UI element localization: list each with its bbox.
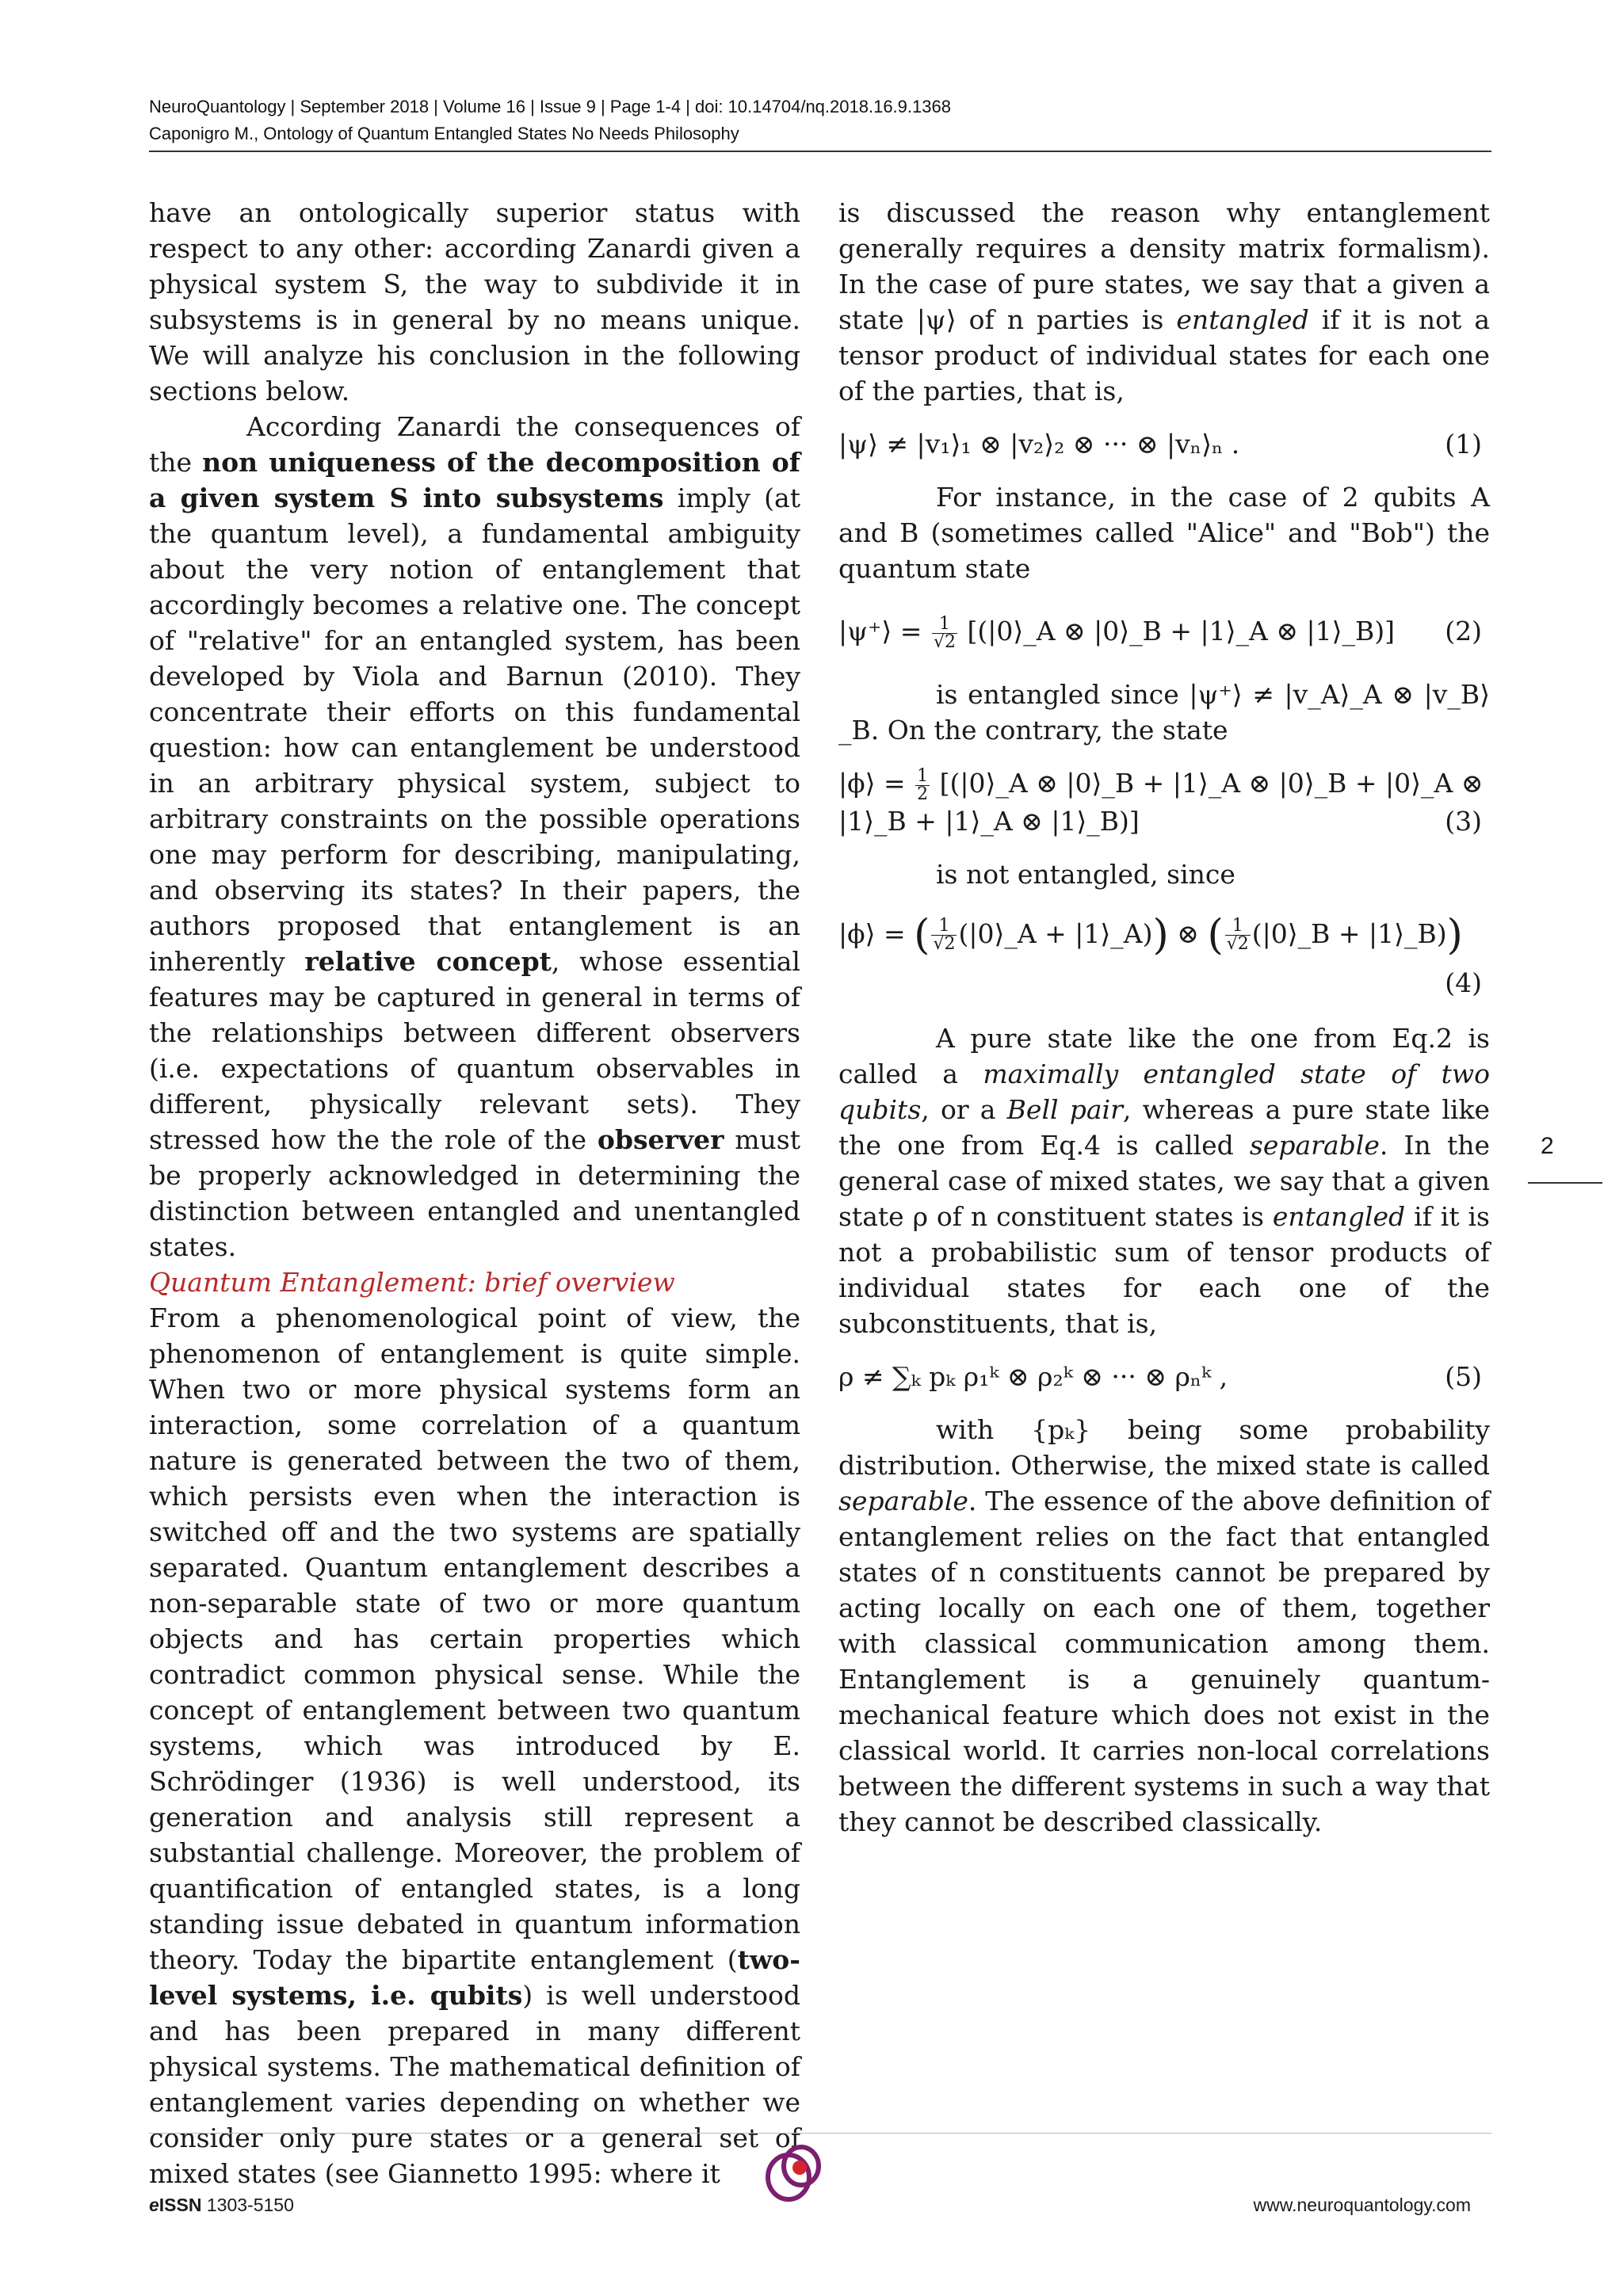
- italic-text: separable: [838, 1485, 968, 1516]
- left-paren: (: [914, 911, 930, 959]
- equation-body: |ψ⟩ ≠ |v₁⟩₁ ⊗ |v₂⟩₂ ⊗ ··· ⊗ |vₙ⟩ₙ .: [838, 429, 1240, 460]
- text-run: if it is not a probabilistic sum of tensor products of individual states for each one of the subconstituents, that is,: [838, 1200, 1490, 1339]
- right-paren: ): [1152, 911, 1169, 959]
- author-title-line: Caponigro M., Ontology of Quantum Entangled States No Needs Philosophy: [149, 124, 739, 143]
- text-run: , or a: [921, 1093, 1007, 1125]
- paragraph: [838, 195, 1490, 409]
- eissn-value: 1303-5150: [201, 2195, 294, 2215]
- equation-number: (1): [1445, 429, 1482, 460]
- text-run: is discussed the reason why entanglement generally requires a density matrix formalism). In the case of pure states, we say that a given a state |ψ⟩ of n parties is: [838, 197, 1490, 335]
- paragraph: have an ontologically superior status with respect to any other: according Zanardi given a physical system S, the way to subdivide it in subsystems is in general by no means unique. We will analyze his conclusion in the following sections below.: [149, 197, 800, 406]
- page-number: 2: [1541, 1133, 1554, 1159]
- numerator: 1: [917, 765, 929, 786]
- paragraph: [838, 1412, 1490, 1840]
- equation-1: [838, 426, 1490, 462]
- running-header: [149, 93, 1491, 147]
- left-paren: (: [1207, 911, 1224, 959]
- denominator: √2: [933, 631, 956, 652]
- text-run: . In the general case of mixed states, we say that a given state ρ of n constituent states is: [838, 1129, 1490, 1232]
- equation-number: (3): [1445, 805, 1482, 837]
- fraction: [931, 917, 957, 953]
- equation-2: [838, 604, 1490, 659]
- paragraph: [149, 409, 800, 1264]
- equation-lhs: |ψ⁺⟩ =: [838, 616, 922, 646]
- eissn-e: e: [149, 2195, 159, 2215]
- footer-rule: [149, 2133, 1491, 2134]
- denominator: √2: [1226, 934, 1249, 954]
- text-run: . The essence of the above definition of entanglement relies on the fact that entangled states of n constituents cannot be prepared by acting locally on each one of them, together with classical communication among them. Entanglement is a genuinely quantum-mechanical feature which does not exist in the classical world. It carries non-local correlations between the different systems in such a way that they cannot be described classically.: [838, 1485, 1490, 1837]
- equation-factor-b: (|0⟩_B + |1⟩_B): [1251, 917, 1447, 949]
- section-title: Quantum Entanglement: brief overview: [149, 1267, 675, 1298]
- text-run: A pure state like the one from Eq.2 is called a: [838, 1022, 1490, 1089]
- italic-text: entangled: [1176, 304, 1309, 335]
- eissn-label: ISSN: [158, 2195, 202, 2215]
- fraction: [1225, 917, 1251, 953]
- equation-number: (4): [1445, 967, 1482, 998]
- text-run: with {pₖ} being some probability distribution. Otherwise, the mixed state is called: [838, 1413, 1490, 1481]
- equation-number: (2): [1445, 616, 1482, 646]
- left-column: [149, 195, 800, 2191]
- numerator: 1: [931, 917, 957, 936]
- equation-3: [838, 765, 1490, 839]
- eissn: [149, 2195, 294, 2216]
- bold-text: observer: [597, 1124, 724, 1155]
- paragraph: For instance, in the case of 2 qubits A and B (sometimes called "Alice" and "Bob") the quantum state: [838, 482, 1490, 584]
- text-run: , whereas a pure state like the one from Eq.4 is called: [838, 1093, 1490, 1161]
- denominator: √2: [933, 934, 956, 954]
- text-run: , whose essential features may be captured in general in terms of the relationships between different observers (i.e. expectations of quantum observables in different, physically relevant sets). They stressed how the the role of the: [149, 946, 800, 1155]
- page-number-rule: [1528, 1182, 1602, 1184]
- text-run: According Zanardi the consequences of the: [149, 411, 800, 478]
- header-rule: [149, 151, 1491, 152]
- equation-5: [838, 1359, 1490, 1394]
- paragraph: [149, 1300, 800, 2191]
- equation-continuation: |1⟩_B + |1⟩_A ⊗ |1⟩_B)]: [838, 805, 1140, 837]
- bold-text: two-level systems, i.e. qubits: [149, 1944, 800, 2011]
- text-run: ) is well understood and has been prepared in many different physical systems. The mathematical definition of entanglement varies depending on whether we consider only pure states or a general set of mixed states (see Giannetto 1995: where it: [149, 1980, 800, 2189]
- paragraph: [838, 1020, 1490, 1341]
- bold-text: non uniqueness of the decomposition of a given system S into subsystems: [149, 447, 800, 513]
- fraction: [932, 613, 957, 652]
- fraction: [915, 765, 930, 804]
- journal-logo-icon: [757, 2139, 833, 2206]
- equation-lhs: |ϕ⟩ =: [838, 917, 906, 949]
- text-run: From a phenomenological point of view, the phenomenon of entanglement is quite simple. When two or more physical systems form an interaction, some correlation of a quantum nature is generated between the two of them, which persists even when the interaction is switched off and the two systems are spatially separated. Quantum entanglement describes a non-separable state of two or more quantum objects and has certain properties which contradict common physical sense. While the concept of entanglement between two quantum systems, which was introduced by E. Schrödinger (1936) is well understood, its generation and analysis still represent a substantial challenge. Moreover, the problem of quantification of entangled states, is a long standing issue debated in quantum information theory. Today the bipartite entanglement (: [149, 1302, 800, 1975]
- paragraph: is entangled since |ψ⁺⟩ ≠ |v_A⟩_A ⊗ |v_B⟩_B. On the contrary, the state: [838, 679, 1490, 746]
- text-run: must be properly acknowledged in determining the distinction between entangled and unentangled states.: [149, 1124, 800, 1262]
- right-paren: ): [1446, 911, 1463, 959]
- numerator: 1: [1225, 917, 1251, 936]
- journal-url: www.neuroquantology.com: [1253, 2195, 1471, 2215]
- tensor-operator: ⊗: [1177, 917, 1199, 949]
- equation-rhs: [(|0⟩_A ⊗ |0⟩_B + |1⟩_A ⊗ |0⟩_B + |0⟩_A ⊗: [939, 768, 1484, 799]
- italic-text: separable: [1249, 1129, 1380, 1161]
- italic-text: Bell pair: [1006, 1093, 1123, 1125]
- text-run: if it is not a tensor product of individual states for each one of the parties, that is,: [838, 304, 1491, 406]
- equation-body: ρ ≠ ∑ₖ pₖ ρ₁ᵏ ⊗ ρ₂ᵏ ⊗ ··· ⊗ ρₙᵏ ,: [838, 1360, 1228, 1392]
- journal-citation-line: NeuroQuantology | September 2018 | Volume 16 | Issue 9 | Page 1-4 | doi: 10.14704/nq.2018.16.9.1368: [149, 97, 951, 116]
- equation-number: (5): [1445, 1360, 1482, 1392]
- equation-4: [838, 910, 1490, 1003]
- equation-factor-a: (|0⟩_A + |1⟩_A): [958, 917, 1153, 949]
- equation-rhs: [(|0⟩_A ⊗ |0⟩_B + |1⟩_A ⊗ |1⟩_B)]: [967, 616, 1395, 646]
- bold-text: relative concept: [304, 946, 552, 977]
- italic-text: maximally entangled state of two qubits: [838, 1058, 1491, 1125]
- denominator: 2: [917, 784, 929, 804]
- right-column: [838, 195, 1490, 1840]
- text-run: imply (at the quantum level), a fundamental ambiguity about the very notion of entanglement that accordingly becomes a relative one. The concept of "relative" for an entangled system, has been developed by Viola and Barnun (2010). They concentrate their efforts on this fundamental question: how can entanglement be understood in an arbitrary physical system, subject to arbitrary constraints on the possible operations one may perform for describing, manipulating, and observing its states? In their papers, the authors proposed that entanglement is an inherently: [149, 482, 800, 977]
- italic-text: entangled: [1272, 1200, 1406, 1232]
- equation-lhs: |ϕ⟩ =: [838, 768, 906, 799]
- paragraph: is not entangled, since: [936, 858, 1235, 890]
- numerator: 1: [932, 616, 957, 634]
